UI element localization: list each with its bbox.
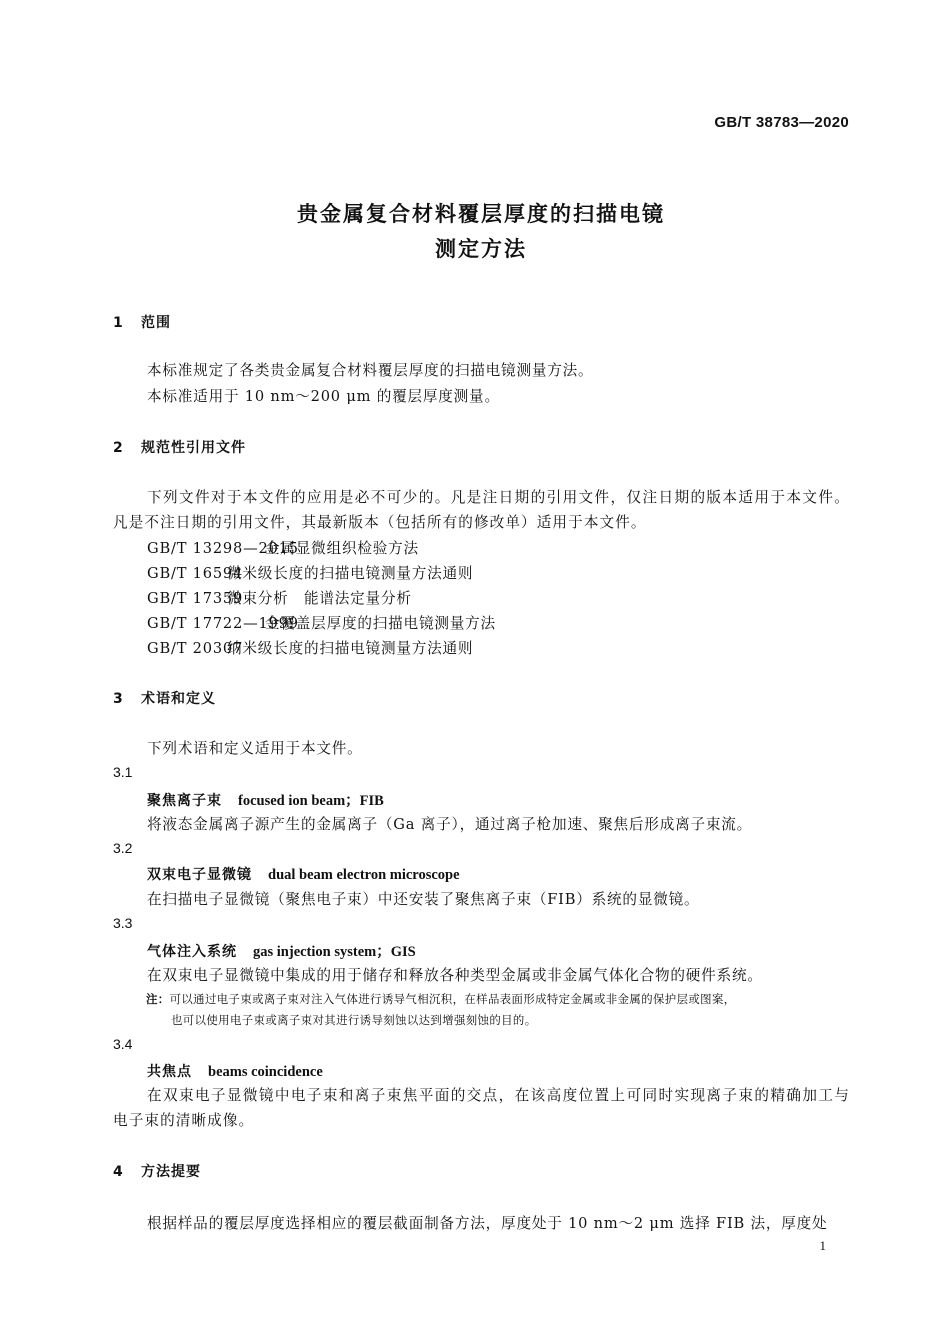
term-heading	[147, 864, 460, 884]
term-number: 3.3	[113, 915, 133, 931]
term-en: dual beam electron microscope	[268, 867, 460, 883]
reference-item	[147, 562, 473, 583]
paragraph: 本标准适用于 10 nm～200 μm 的覆层厚度测量。	[147, 388, 500, 405]
paragraph: 根据样品的覆层厚度选择相应的覆层截面制备方法，厚度处于 10 nm～2 μm 选择 FIB 法，厚度处	[147, 1215, 828, 1232]
term-en: gas injection system；GIS	[253, 944, 416, 960]
paragraph: 下列术语和定义适用于本文件。	[147, 740, 363, 757]
section-number: 3	[113, 691, 124, 707]
section-number: 1	[113, 315, 124, 331]
section-number: 2	[113, 440, 124, 456]
page-number: 1	[819, 1238, 826, 1253]
reference-code: GB/T 17722—1999	[147, 615, 299, 632]
term-en: beams coincidence	[208, 1064, 323, 1080]
standard-code: GB/T 38783—2020	[714, 114, 849, 131]
reference-code: GB/T 13298—2015	[147, 540, 299, 557]
term-number: 3.2	[113, 840, 133, 856]
term-heading	[147, 1061, 323, 1081]
reference-title: 微米级长度的扫描电镜测量方法通则	[227, 565, 474, 582]
section-4-heading	[113, 1161, 201, 1181]
term-zh: 双束电子显微镜	[147, 867, 252, 883]
reference-code: GB/T 16594	[147, 565, 244, 582]
term-definition: 在扫描电子显微镜（聚焦电子束）中还安装了聚焦离子束（FIB）系统的显微镜。	[147, 891, 700, 908]
term-zh: 共焦点	[147, 1064, 192, 1080]
term-heading	[147, 940, 416, 961]
term-heading	[147, 789, 384, 810]
note-text: 可以通过电子束或离子束对注入气体进行诱导气相沉积，在样品表面形成特定金属或非金属的保护层或图案，	[169, 992, 736, 1006]
term-number: 3.1	[113, 764, 133, 780]
term-en: focused ion beam；FIB	[238, 793, 384, 809]
section-number: 4	[113, 1164, 124, 1180]
term-zh: 聚焦离子束	[147, 793, 222, 809]
section-title: 规范性引用文件	[141, 440, 246, 456]
section-3-heading	[113, 688, 216, 708]
document-title-line1: 贵金属复合材料覆层厚度的扫描电镜	[297, 202, 665, 226]
reference-code: GB/T 17359	[147, 590, 244, 607]
reference-title: 金覆盖层厚度的扫描电镜测量方法	[265, 615, 496, 632]
term-definition: 在双束电子显微镜中电子束和离子束焦平面的交点，在该高度位置上可同时实现离子束的精确加工与电子束的清晰成像。	[113, 1087, 850, 1129]
reference-item	[147, 537, 419, 558]
term-definition: 将液态金属离子源产生的金属离子（Ga 离子），通过离子枪加速、聚焦后形成离子束流。	[147, 816, 753, 833]
section-title: 方法提要	[141, 1164, 201, 1180]
paragraph: 本标准规定了各类贵金属复合材料覆层厚度的扫描电镜测量方法。	[147, 362, 594, 379]
term-number: 3.4	[113, 1036, 133, 1052]
reference-item	[147, 612, 496, 633]
note-label: 注：	[146, 992, 170, 1006]
section-title: 术语和定义	[141, 691, 216, 707]
reference-title: 微束分析 能谱法定量分析	[227, 590, 412, 607]
reference-item	[147, 637, 473, 658]
section-2-heading	[113, 437, 246, 457]
term-zh: 气体注入系统	[147, 944, 237, 960]
reference-item	[147, 587, 412, 608]
reference-code: GB/T 20307	[147, 640, 244, 657]
note-text-continuation: 也可以使用电子束或离子束对其进行诱导刻蚀以达到增强刻蚀的目的。	[171, 1013, 537, 1027]
document-title-line2: 测定方法	[435, 237, 527, 261]
paragraph: 下列文件对于本文件的应用是必不可少的。凡是注日期的引用文件，仅注日期的版本适用于本文件。凡是不注日期的引用文件，其最新版本（包括所有的修改单）适用于本文件。	[113, 489, 850, 531]
term-definition: 在双束电子显微镜中集成的用于储存和释放各种类型金属或非金属气体化合物的硬件系统。	[147, 967, 763, 984]
reference-title: 金属显微组织检验方法	[265, 540, 419, 557]
section-1-heading	[113, 312, 171, 332]
reference-title: 纳米级长度的扫描电镜测量方法通则	[227, 640, 474, 657]
term-note	[146, 989, 850, 1031]
section-title: 范围	[141, 315, 171, 331]
